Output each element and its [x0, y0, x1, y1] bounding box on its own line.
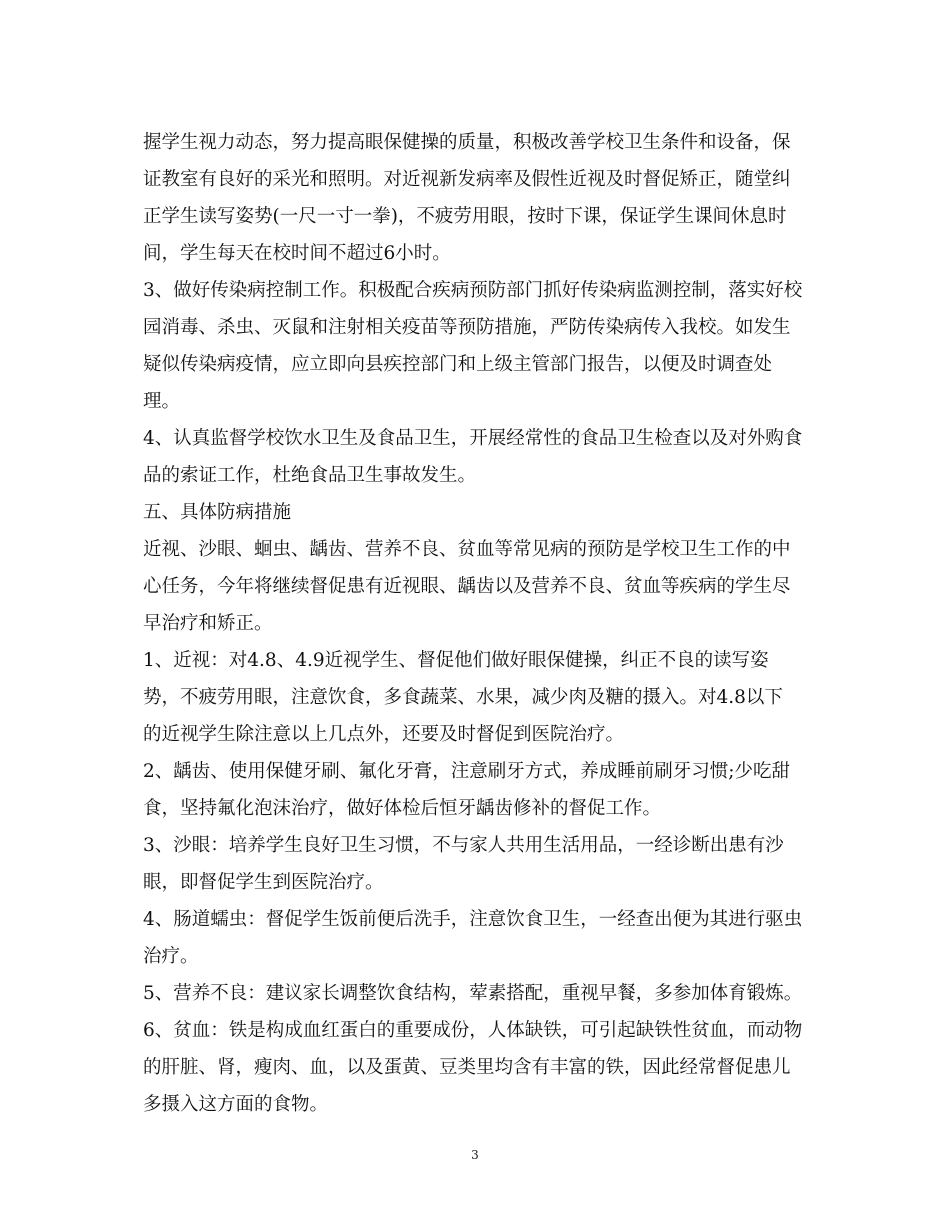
- text-line: 3、沙眼：培养学生良好卫生习惯，不与家人共用生活用品，一经诊断出患有沙: [143, 835, 784, 856]
- text-line: 治疗。: [143, 946, 199, 967]
- text-line: 正学生读写姿势(一尺一寸一拳)，不疲劳用眼，按时下课，保证学生课间休息时: [143, 206, 787, 227]
- text-line: 食，坚持氟化泡沫治疗，做好体检后恒牙龋齿修补的督促工作。: [143, 798, 662, 819]
- text-line: 疑似传染病疫情，应立即向县疾控部门和上级主管部门报告，以便及时调查处: [143, 354, 773, 375]
- text-line: 的肝脏、肾，瘦肉、血，以及蛋黄、豆类里均含有丰富的铁，因此经常督促患儿: [143, 1057, 791, 1078]
- paragraph: [143, 494, 808, 531]
- text-line: 近视、沙眼、蛔虫、龋齿、营养不良、贫血等常见病的预防是学校卫生工作的中: [143, 539, 791, 560]
- paragraph: [143, 272, 808, 420]
- paragraph: [143, 124, 808, 272]
- text-line: 多摄入这方面的食物。: [143, 1094, 329, 1115]
- paragraph: [143, 753, 808, 827]
- text-line: 1、近视：对4.8、4.9近视学生、督促他们做好眼保健操，纠正不良的读写姿: [143, 650, 769, 671]
- text-line: 4、认真监督学校饮水卫生及食品卫生，开展经常性的食品卫生检查以及对外购食: [143, 428, 803, 449]
- text-line: 握学生视力动态，努力提高眼保健操的质量，积极改善学校卫生条件和设备，保: [143, 132, 791, 153]
- paragraph: [143, 642, 808, 753]
- text-line: 理。: [143, 391, 181, 412]
- text-line: 6、贫血：铁是构成血红蛋白的重要成份，人体缺铁，可引起缺铁性贫血，而动物: [143, 1020, 803, 1041]
- page-number: 3: [471, 1148, 479, 1162]
- text-line: 势，不疲劳用眼，注意饮食，多食蔬菜、水果，减少肉及糖的摄入。对4.8以下: [143, 687, 783, 708]
- text-line: 品的索证工作，杜绝食品卫生事故发生。: [143, 465, 477, 486]
- text-line: 眼，即督促学生到医院治疗。: [143, 872, 384, 893]
- text-line: 3、做好传染病控制工作。积极配合疾病预防部门抓好传染病监测控制，落实好校: [143, 280, 803, 301]
- paragraph: [143, 531, 808, 642]
- text-line: 早治疗和矫正。: [143, 613, 273, 634]
- text-line: 4、肠道蠕虫：督促学生饭前便后洗手，注意饮食卫生，一经查出便为其进行驱虫: [143, 909, 803, 930]
- text-line: 五、具体防病措施: [143, 502, 292, 523]
- paragraph: [143, 1012, 808, 1123]
- text-line: 心任务，今年将继续督促患有近视眼、龋齿以及营养不良、贫血等疾病的学生尽: [143, 576, 791, 597]
- paragraph: [143, 975, 808, 1012]
- text-line: 间，学生每天在校时间不超过6小时。: [143, 243, 451, 264]
- document-body: [143, 124, 808, 1123]
- paragraph: [143, 901, 808, 975]
- text-line: 2、龋齿、使用保健牙刷、氟化牙膏，注意刷牙方式，养成睡前刷牙习惯;少吃甜: [143, 761, 791, 782]
- text-line: 证教室有良好的采光和照明。对近视新发病率及假性近视及时督促矫正，随堂纠: [143, 169, 791, 190]
- text-line: 5、营养不良：建议家长调整饮食结构，荤素搭配，重视早餐，多参加体育锻炼。: [143, 983, 803, 1004]
- text-line: 的近视学生除注意以上几点外，还要及时督促到医院治疗。: [143, 724, 625, 745]
- text-line: 园消毒、杀虫、灭鼠和注射相关疫苗等预防措施，严防传染病传入我校。如发生: [143, 317, 791, 338]
- paragraph: [143, 420, 808, 494]
- paragraph: [143, 827, 808, 901]
